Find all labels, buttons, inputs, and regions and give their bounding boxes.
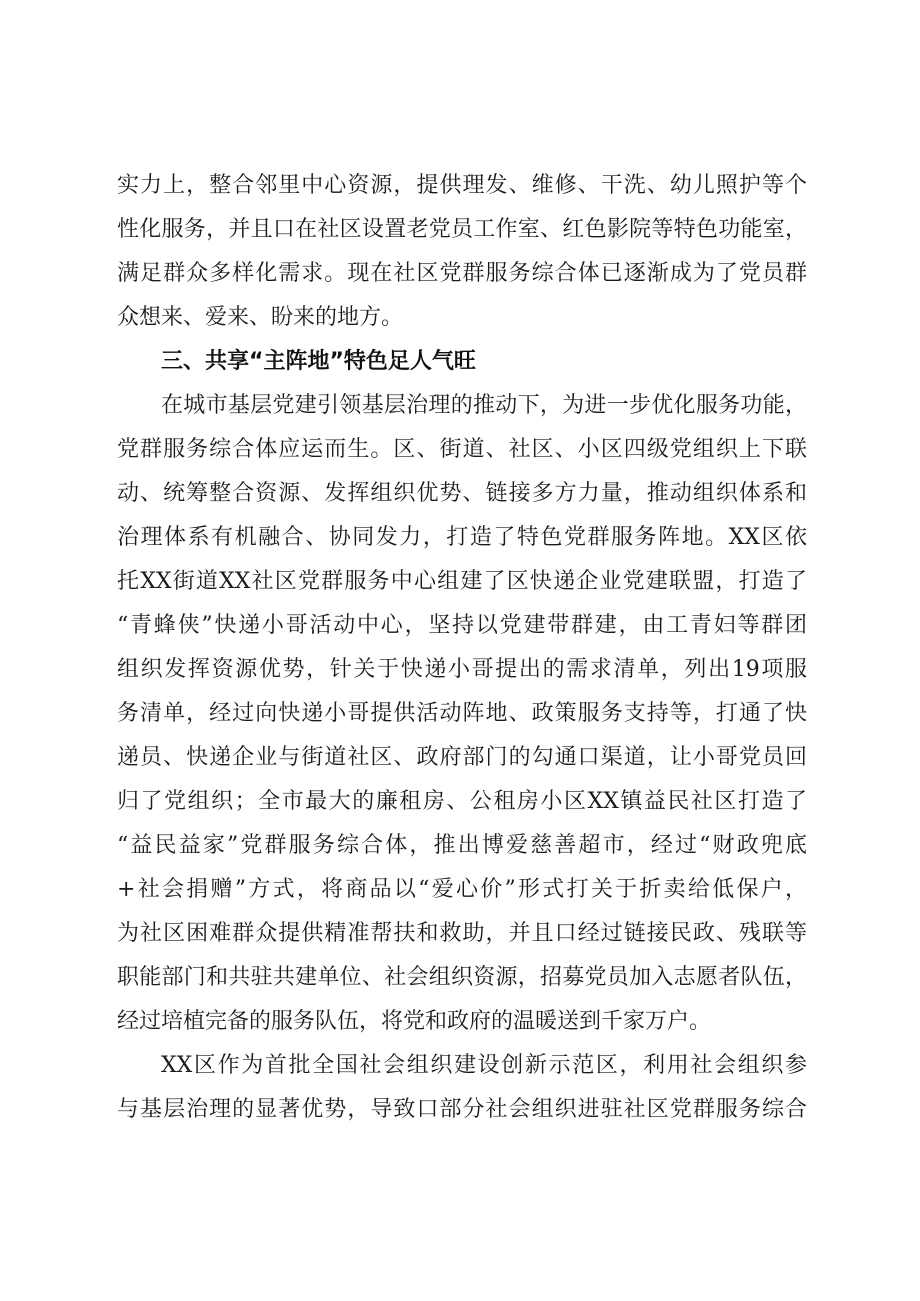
paragraph-line: 实力上，整合邻里中心资源，提供理发、维修、干洗、幼儿照护等个 [117,173,807,198]
paragraph-line: 归了党组织；全市最大的廉租房、公租房小区XX镇益民社区打造了 [117,789,807,814]
paragraph-line: 递员、快递企业与街道社区、政府部门的勾通口渠道，让小哥党员回 [117,745,807,770]
paragraph-line: 托XX街道XX社区党群服务中心组建了区快递企业党建联盟，打造了 [117,569,807,594]
paragraph-line: 满足群众多样化需求。现在社区党群服务综合体已逐渐成为了党员群 [117,261,807,286]
paragraph-line: 性化服务，并且口在社区设置老党员工作室、红色影院等特色功能室， [117,217,807,242]
paragraph-line: XX区作为首批全国社会组织建设创新示范区，利用社会组织参 [161,1053,807,1078]
paragraph-line: “益民益家”党群服务综合体，推出博爱慈善超市，经过“财政兜底 [117,833,807,858]
paragraph-line: +社会捐赠”方式，将商品以“爱心价”形式打关于折卖给低保户， [117,877,807,902]
paragraph-line: 动、统筹整合资源、发挥组织优势、链接多方力量，推动组织体系和 [117,481,807,506]
paragraph-line: 务清单，经过向快递小哥提供活动阵地、政策服务支持等，打通了快 [117,701,807,726]
paragraph-line: 与基层治理的显著优势，导致口部分社会组织进驻社区党群服务综合 [117,1097,807,1122]
paragraph-line: 为社区困难群众提供精准帮扶和救助，并且口经过链接民政、残联等 [117,921,807,946]
paragraph-line: 组织发挥资源优势，针关于快递小哥提出的需求清单，列出19项服 [117,657,807,682]
paragraph-line: 经过培植完备的服务队伍，将党和政府的温暖送到千家万户。 [117,1009,712,1034]
paragraph-line: 治理体系有机融合、协同发力，打造了特色党群服务阵地。XX区依 [117,525,807,550]
paragraph-line: 职能部门和共驻共建单位、社会组织资源，招募党员加入志愿者队伍， [117,965,807,990]
section-heading: 三、共享“主阵地”特色足人气旺 [161,349,476,374]
paragraph-line: 众想来、爱来、盼来的地方。 [117,305,404,330]
paragraph-line: 在城市基层党建引领基层治理的推动下，为进一步优化服务功能， [161,393,807,418]
paragraph-line: 党群服务综合体应运而生。区、街道、社区、小区四级党组织上下联 [117,437,807,462]
paragraph-line: “青蜂侠”快递小哥活动中心，坚持以党建带群建，由工青妇等群团 [117,613,807,638]
